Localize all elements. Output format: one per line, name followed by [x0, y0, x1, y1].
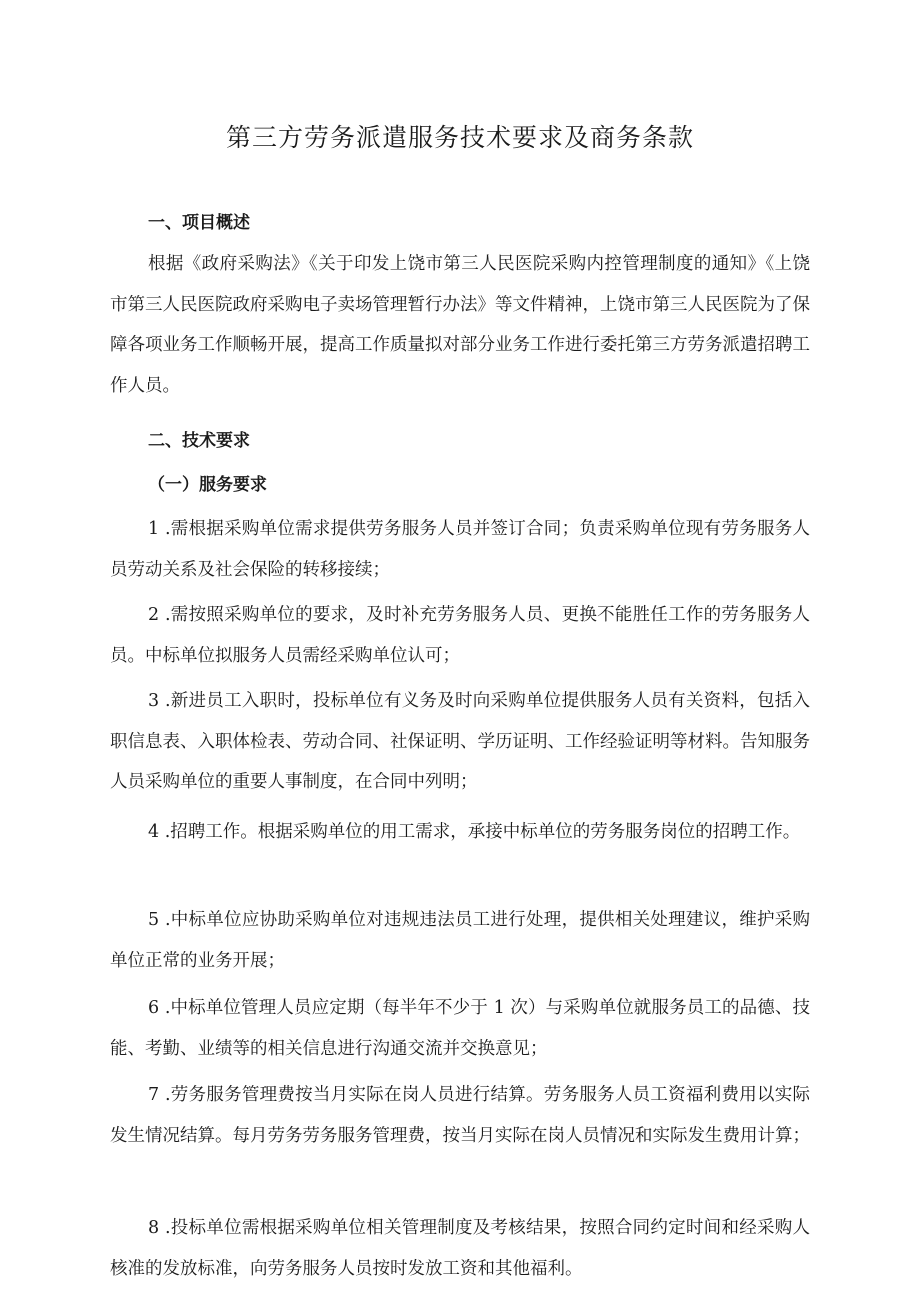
- subsection-heading-service: （一）服务要求: [148, 475, 267, 495]
- section-heading-overview: 一、项目概述: [148, 213, 250, 233]
- list-item: 2 .需按照采购单位的要求，及时补充劳务服务人员、更换不能胜任工作的劳务服务人员。中标单位拟服务人员需经采购单位认可；: [110, 605, 810, 666]
- list-item: 3 .新进员工入职时，投标单位有义务及时向采购单位提供服务人员有关资料，包括入职信息表、入职体检表、劳动合同、社保证明、学历证明、工作经验证明等材料。告知服务人员采购单位的重要人事制度，在合同中列明；: [110, 691, 810, 792]
- section-heading-technical: 二、技术要求: [148, 431, 250, 451]
- list-item: 6 .中标单位管理人员应定期（每半年不少于 1 次）与采购单位就服务员工的品德、技能、考勤、业绩等的相关信息进行沟通交流并交换意见；: [110, 998, 810, 1059]
- document-title: 第三方劳务派遣服务技术要求及商务条款: [225, 123, 694, 152]
- list-item: 4 .招聘工作。根据采购单位的用工需求，承接中标单位的劳务服务岗位的招聘工作。: [148, 822, 801, 842]
- list-item: 5 .中标单位应协助采购单位对违规违法员工进行处理，提供相关处理建议，维护采购单位正常的业务开展；: [110, 910, 810, 971]
- list-item: 1 .需根据采购单位需求提供劳务服务人员并签订合同；负责采购单位现有劳务服务人员劳动关系及社会保险的转移接续；: [110, 519, 810, 580]
- list-item: 8 .投标单位需根据采购单位相关管理制度及考核结果，按照合同约定时间和经采购人核准的发放标准，向劳务服务人员按时发放工资和其他福利。: [110, 1218, 810, 1279]
- overview-paragraph: 根据《政府采购法》《关于印发上饶市第三人民医院采购内控管理制度的通知》《上饶市第三人民医院政府采购电子卖场管理暂行办法》等文件精神，上饶市第三人民医院为了保障各项业务工作顺畅开展，提高工作质量拟对部分业务工作进行委托第三方劳务派遣招聘工作人员。: [110, 254, 810, 396]
- list-item: 7 .劳务服务管理费按当月实际在岗人员进行结算。劳务服务人员工资福利费用以实际发生情况结算。每月劳务劳务服务管理费，按当月实际在岗人员情况和实际发生费用计算；: [110, 1085, 810, 1146]
